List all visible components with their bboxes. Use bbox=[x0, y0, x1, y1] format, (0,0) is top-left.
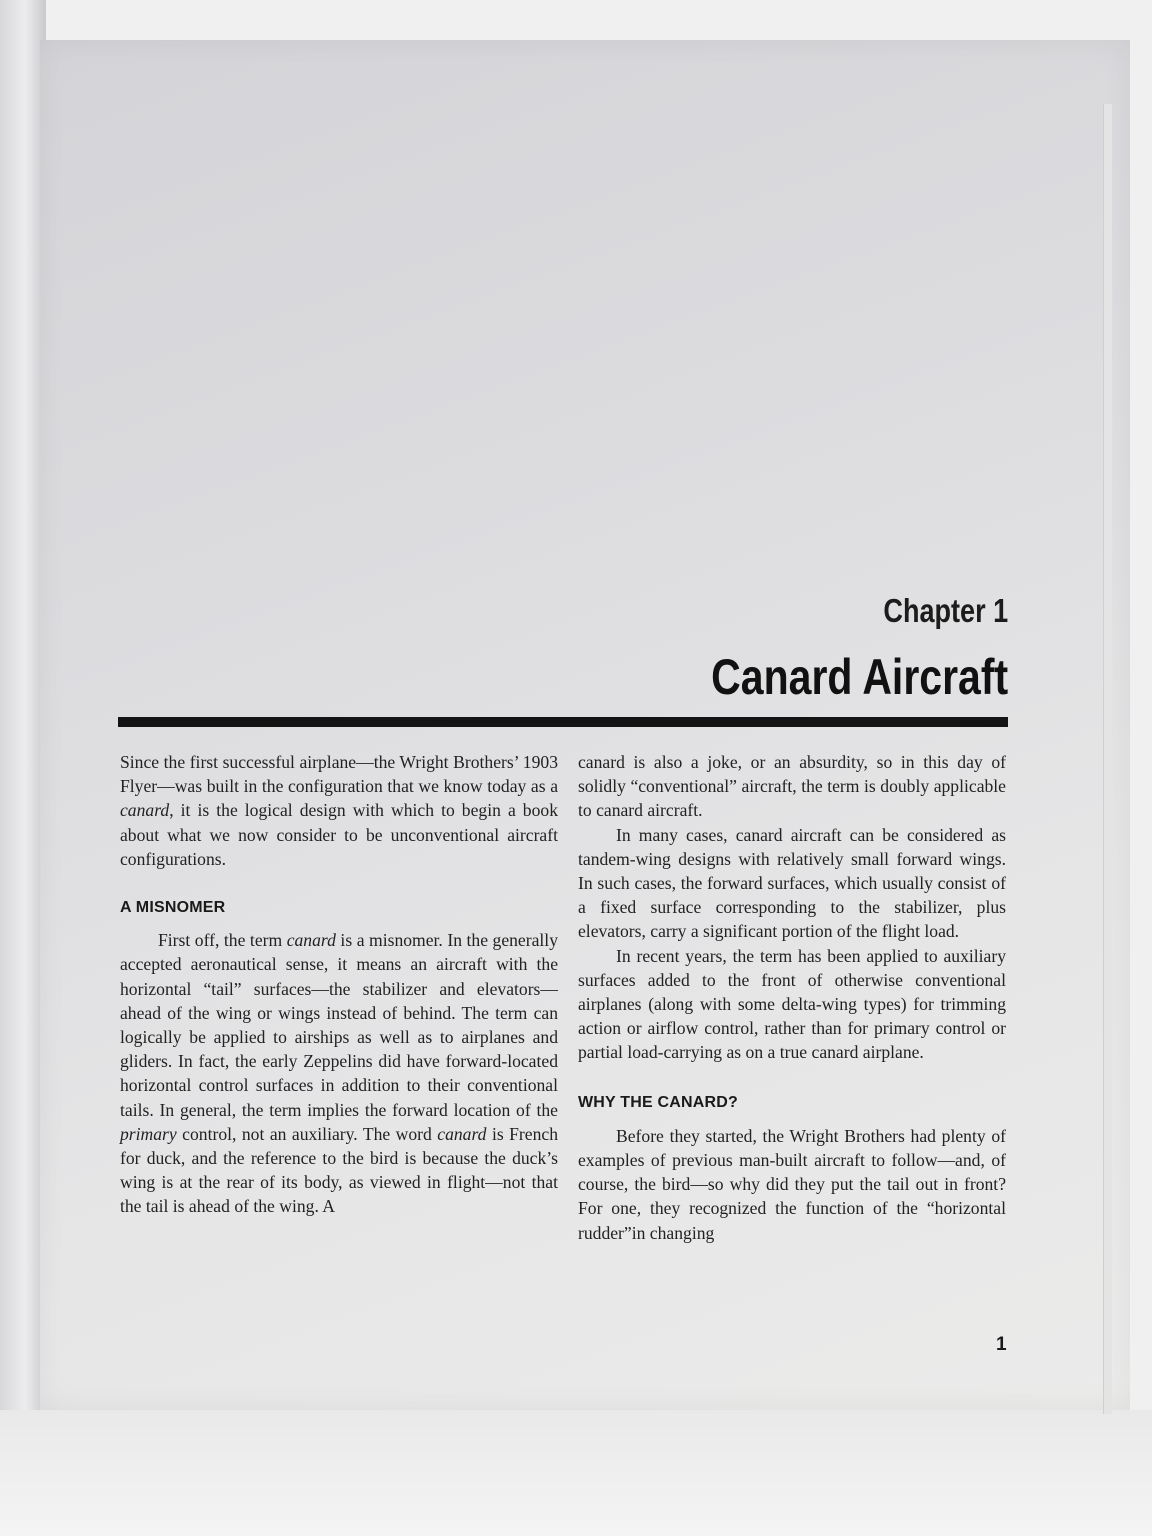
text-run: is a misnomer. In the generally accepted aeronautical sense, it means an aircraft with the horizontal “tail” surfaces—the stabilizer and elevators—ahead of the wing or wings instead of behind. The term can logically be applied to airships as well as to airplanes and gliders. In fact, the early Zeppelins did have forward-located horizontal control surfaces in addition to their conventional tails. In general, the term implies the forward location of the bbox=[120, 930, 558, 1120]
emphasized-term: canard bbox=[120, 800, 170, 821]
text-run: Since the first successful airplane—the Wright Brothers’ 1903 Flyer—was built in the configuration that we know today as a bbox=[120, 752, 558, 797]
paragraph-tandem-wing: In many cases, canard aircraft can be considered as tandem-wing designs with relatively small forward wings. In such cases, the forward surfaces, which usually consist of a fixed surface corresponding to the stabilizer, plus elevators, carry a significant portion of the flight load. bbox=[578, 824, 1006, 942]
emphasized-term: canard bbox=[437, 1123, 487, 1144]
emphasized-term: canard bbox=[286, 930, 336, 951]
paragraph-recent-years: In recent years, the term has been applied to auxiliary surfaces added to the front of otherwise conventional airplanes (along with some delta-wing types) for trimming action or airflow control, rather than for primary control or partial load-carrying as on a true canard airplane. bbox=[578, 945, 1006, 1063]
paragraph-before-they-started: Before they started, the Wright Brothers had plenty of examples of previous man-built aircraft to follow—and, of course, the bird—so why did they put the tail out in front? For one, they recognized the function of the “horizontal rudder”in changing bbox=[578, 1125, 1006, 1243]
section-heading-why-canard: WHY THE CANARD? bbox=[578, 1093, 739, 1111]
chapter-label: Chapter 1 bbox=[883, 592, 1008, 629]
text-run: control, not an auxiliary. The word bbox=[176, 1123, 438, 1144]
text-run: First off, the term bbox=[158, 930, 287, 951]
paragraph-continuation: canard is also a joke, or an absurdity, so in this day of solidly “conventional” aircraft, the term is doubly applicable to canard aircraft. bbox=[578, 752, 1006, 821]
table-surface bbox=[0, 1410, 1152, 1536]
text-run: is French for duck, and the reference to the bird is because the duck’s wing is at the rear of its body, as viewed in flight—not that the tail is ahead of the wing. A bbox=[120, 1123, 559, 1217]
misnomer-paragraph bbox=[120, 928, 558, 1218]
chapter-title: Canard Aircraft bbox=[711, 649, 1008, 705]
text-run: , it is the logical design with which to begin a book about what we now consider to be unconventional aircraft configurations. bbox=[120, 800, 558, 869]
page-stack-edge bbox=[1103, 104, 1112, 1414]
page-number: 1 bbox=[996, 1334, 1007, 1355]
section-heading-misnomer: A MISNOMER bbox=[120, 899, 226, 917]
right-column bbox=[578, 750, 1006, 1245]
title-rule bbox=[118, 717, 1008, 727]
emphasized-term: primary bbox=[120, 1123, 177, 1144]
intro-paragraph bbox=[120, 750, 558, 871]
left-column bbox=[120, 750, 558, 1219]
